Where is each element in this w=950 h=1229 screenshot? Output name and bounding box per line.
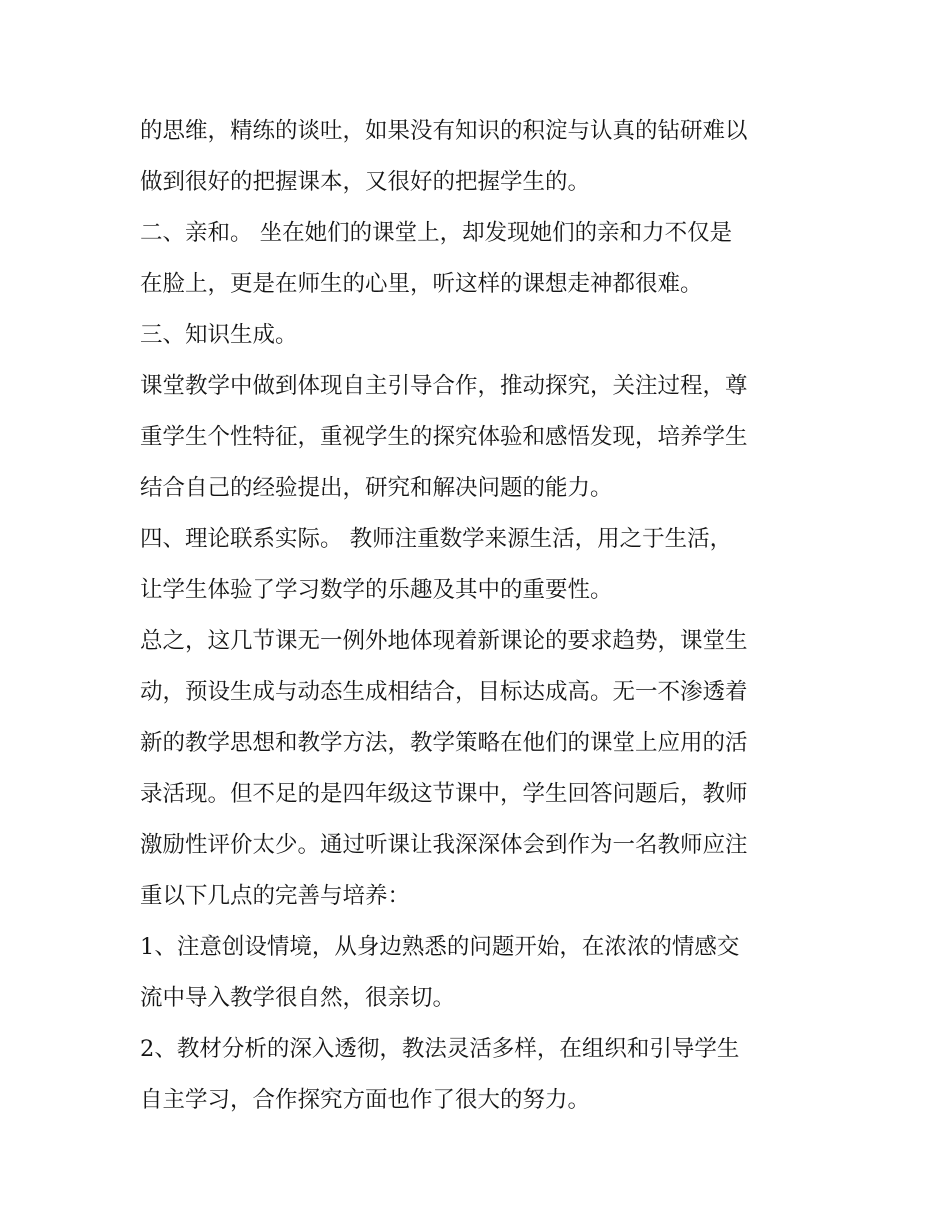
text-line: 激励性评价太少。通过听课让我深深体会到作为一名教师应注	[140, 832, 748, 858]
section-heading-line: 三、知识生成。	[140, 322, 298, 348]
text-line: 做到很好的把握课本，又很好的把握学生的。	[140, 169, 591, 195]
text-line: 的思维，精练的谈吐，如果没有知识的积淀与认真的钻研难以	[140, 118, 748, 144]
text-line: 让学生体验了学习数学的乐趣及其中的重要性。	[140, 577, 613, 603]
section-heading-line: 二、亲和。 坐在她们的课堂上，却发现她们的亲和力不仅是	[140, 220, 733, 246]
summary-line: 总之，这几节课无一例外地体现着新课论的要求趋势，课堂生	[140, 628, 748, 654]
list-item-line: 2、教材分析的深入透彻，教法灵活多样，在组织和引导学生	[140, 1036, 740, 1062]
text-line: 重以下几点的完善与培养：	[140, 883, 411, 909]
text-line: 流中导入教学很自然，很亲切。	[140, 985, 456, 1011]
text-line: 重学生个性特征，重视学生的探究体验和感悟发现，培养学生	[140, 424, 748, 450]
section-heading-line: 四、理论联系实际。 教师注重数学来源生活，用之于生活，	[140, 526, 733, 552]
text-line: 课堂教学中做到体现自主引导合作，推动探究，关注过程，尊	[140, 373, 748, 399]
text-line: 结合自己的经验提出，研究和解决问题的能力。	[140, 475, 613, 501]
list-item-line: 1、注意创设情境，从身边熟悉的问题开始，在浓浓的情感交	[140, 934, 740, 960]
text-line: 新的教学思想和教学方法，教学策略在他们的课堂上应用的活	[140, 730, 748, 756]
text-line: 自主学习，合作探究方面也作了很大的努力。	[140, 1087, 591, 1113]
text-line: 动，预设生成与动态生成相结合，目标达成高。无一不渗透着	[140, 679, 748, 705]
text-line: 在脸上，更是在师生的心里，听这样的课想走神都很难。	[140, 271, 703, 297]
text-line: 录活现。但不足的是四年级这节课中，学生回答问题后，教师	[140, 781, 748, 807]
document-body	[140, 106, 830, 1126]
